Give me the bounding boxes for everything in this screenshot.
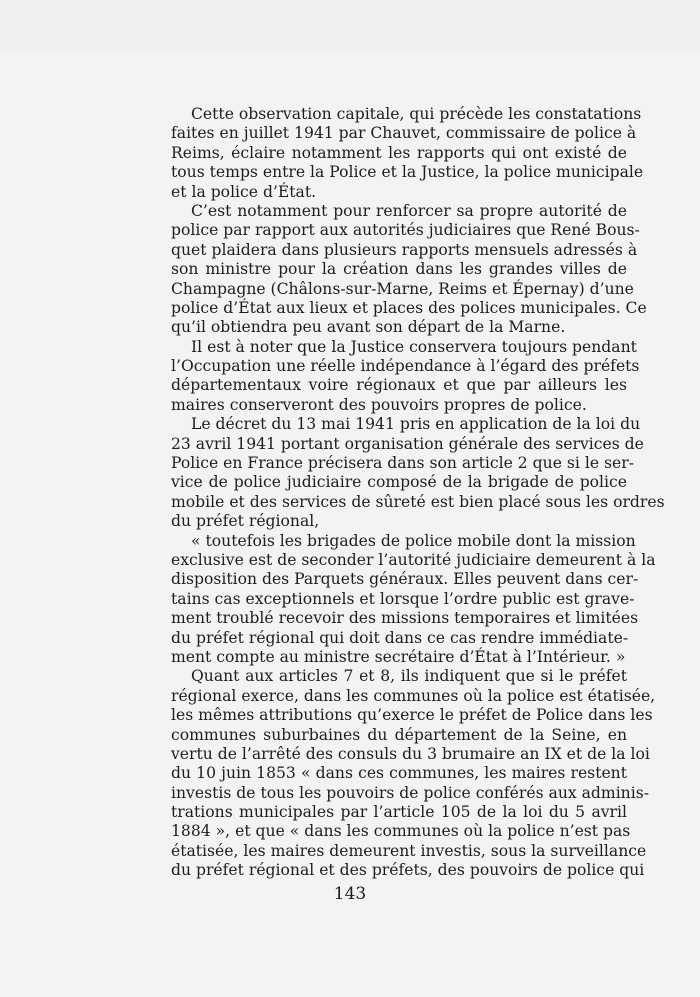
text-line: son ministre pour la création dans les grandes villes de xyxy=(171,260,627,279)
text-line: tains cas exceptionnels et lorsque l’ordre public est grave- xyxy=(171,589,635,608)
text-line: Police en France précisera dans son article 2 que si le ser- xyxy=(171,454,634,473)
text-line: disposition des Parquets généraux. Elles peuvent dans cer- xyxy=(171,570,639,589)
paragraph xyxy=(171,667,656,880)
text-line: départementaux voire régionaux et que par ailleurs les xyxy=(171,376,627,395)
text-line: « toutefois les brigades de police mobile dont la mission xyxy=(191,531,636,550)
text-line: Le décret du 13 mai 1941 pris en application de la loi du xyxy=(191,415,641,434)
text-line: Champagne (Châlons-sur-Marne, Reims et Épernay) d’une xyxy=(171,279,634,298)
paragraph xyxy=(171,105,644,202)
text-line: tous temps entre la Police et la Justice, la police municipale xyxy=(171,163,644,182)
text-line: qu’il obtiendra peu avant son départ de la Marne. xyxy=(171,318,566,337)
page-top-margin xyxy=(0,0,700,50)
text-line: du préfet régional qui doit dans ce cas rendre immédiate- xyxy=(171,628,629,647)
text-line: du préfet régional et des préfets, des pouvoirs de police qui xyxy=(171,861,645,880)
text-line: 1884 », et que « dans les communes où la police n’est pas xyxy=(171,822,631,841)
text-line: et la police d’État. xyxy=(171,182,317,201)
text-line: faites en juillet 1941 par Chauvet, commissaire de police à xyxy=(171,124,637,143)
paragraph xyxy=(171,531,656,668)
text-line: l’Occupation une réelle indépendance à l’égard des préfets xyxy=(171,357,640,376)
text-line: les mêmes attributions qu’exerce le préfet de Police dans les xyxy=(171,706,653,725)
text-line: quet plaidera dans plusieurs rapports mensuels adressés à xyxy=(171,240,638,259)
text-line: vertu de l’arrêté des consuls du 3 brumaire an IX et de la loi xyxy=(171,744,650,763)
body-text xyxy=(171,105,665,881)
text-line: maires conserveront des pouvoirs propres de police. xyxy=(171,395,587,414)
text-line: du 10 juin 1853 « dans ces communes, les maires restent xyxy=(171,764,627,783)
paragraph xyxy=(171,201,647,338)
text-line: trations municipales par l’article 105 de la loi du 5 avril xyxy=(171,803,627,822)
text-line: Cette observation capitale, qui précède les constatations xyxy=(191,105,642,123)
text-line: Quant aux articles 7 et 8, ils indiquent que si le préfet xyxy=(191,667,627,686)
text-line: étatisée, les maires demeurent investis, sous la surveillance xyxy=(171,841,647,860)
text-line: C’est notamment pour renforcer sa propre autorité de xyxy=(191,201,627,220)
text-line: vice de police judiciaire composé de la brigade de police xyxy=(171,473,627,492)
text-line: communes suburbaines du département de la Seine, en xyxy=(171,725,627,744)
text-line: mobile et des services de sûreté est bien placé sous les ordres xyxy=(171,492,665,511)
page-number: 143 xyxy=(333,884,367,904)
text-line: Il est à noter que la Justice conservera toujours pendant xyxy=(191,337,637,356)
paragraph xyxy=(171,337,640,416)
text-line: ment compte au ministre secrétaire d’État à l’Intérieur. » xyxy=(171,647,626,666)
text-line: 23 avril 1941 portant organisation générale des services de xyxy=(171,434,644,453)
paragraph xyxy=(171,415,665,531)
text-line: police par rapport aux autorités judiciaires que René Bous- xyxy=(171,221,640,240)
text-line: du préfet régional, xyxy=(171,512,320,531)
text-line: Reims, éclaire notamment les rapports qui ont existé de xyxy=(171,143,627,162)
text-line: investis de tous les pouvoirs de police conférés aux adminis- xyxy=(171,783,649,802)
text-line: ment troublé recevoir des missions temporaires et limitées xyxy=(171,609,639,628)
text-line: police d’État aux lieux et places des polices municipales. Ce xyxy=(171,298,647,317)
text-line: régional exerce, dans les communes où la police est étatisée, xyxy=(171,686,656,705)
text-line: exclusive est de seconder l’autorité judiciaire demeurent à la xyxy=(171,550,656,569)
